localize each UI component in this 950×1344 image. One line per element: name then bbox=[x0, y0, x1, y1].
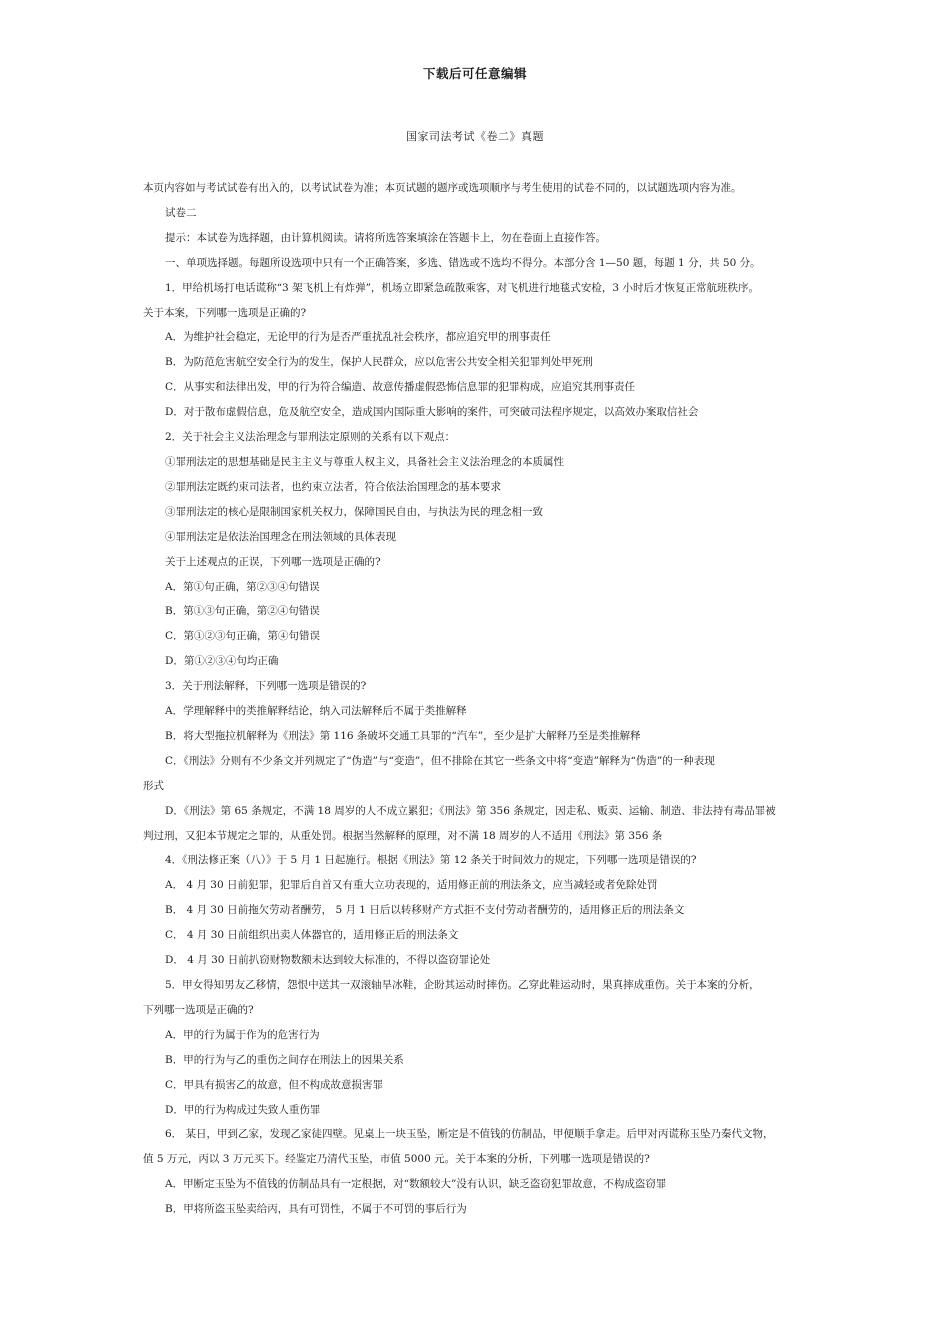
text-line: 关于本案，下列哪一选项是正确的? bbox=[143, 306, 307, 319]
text-line: B．为防范危害航空安全行为的发生，保护人民群众，应以危害公共安全相关犯罪判处甲死刑 bbox=[165, 356, 593, 369]
text-line: 1．甲给机场打电话谎称“3 架飞机上有炸弹”，机场立即紧急疏散乘客，对飞机进行地毯式安检，3 小时后才恢复正常航班秩序。 bbox=[165, 281, 759, 294]
text-line: ④罪刑法定是依法治国理念在刑法领域的具体表现 bbox=[165, 530, 396, 543]
text-line: B．将大型拖拉机解释为《刑法》第 116 条破坏交通工具罪的“汽车”，至少是扩大解释乃至是类推解释 bbox=[165, 729, 641, 742]
text-line: B．甲的行为与乙的重伤之间存在刑法上的因果关系 bbox=[165, 1053, 404, 1066]
text-line: B．甲将所盗玉坠卖给丙，具有可罚性，不属于不可罚的事后行为 bbox=[165, 1203, 467, 1216]
text-line: D．第①②③④句均正确 bbox=[165, 655, 279, 668]
text-line: C．第①②③句正确，第④句错误 bbox=[165, 630, 321, 643]
text-line: 关于上述观点的正误，下列哪一选项是正确的? bbox=[165, 555, 381, 568]
text-line: B． 4 月 30 日前拖欠劳动者酬劳， 5 月 1 日后以转移财产方式拒不支付劳动者酬劳的，适用修正后的刑法条文 bbox=[165, 904, 685, 917]
text-line: 本页内容如与考试试卷有出入的，以考试试卷为准；本页试题的题序或选项顺序与考生使用的试卷不同的，以试题选项内容为准。 bbox=[143, 182, 742, 194]
text-line: 2．关于社会主义法治理念与罪刑法定原则的关系有以下观点： bbox=[165, 431, 456, 444]
text-line: A．为维护社会稳定，无论甲的行为是否严重扰乱社会秩序，都应追究甲的刑事责任 bbox=[165, 331, 551, 344]
text-line: 形式 bbox=[143, 779, 164, 792]
document-title: 国家司法考试《卷二》真题 bbox=[406, 130, 544, 143]
text-line: B．第①③句正确，第②④句错误 bbox=[165, 605, 320, 618]
text-line: 下列哪一选项是正确的? bbox=[143, 1003, 254, 1016]
text-line: ②罪刑法定既约束司法者，也约束立法者，符合依法治国理念的基本要求 bbox=[165, 480, 501, 493]
text-line: D．甲的行为构成过失致人重伤罪 bbox=[165, 1103, 321, 1116]
text-line: C．《刑法》分则有不少条文并列规定了“伪造”与“变造”，但不排除在其它一些条文中将“变造”解释为“伪造”的一种表现 bbox=[165, 754, 715, 767]
text-line: ①罪刑法定的思想基础是民主主义与尊重人权主义，具备社会主义法治理念的本质属性 bbox=[165, 455, 564, 468]
text-line: D．《刑法》第 65 条规定，不满 18 周岁的人不成立累犯；《刑法》第 356 条规定，因走私、贩卖、运输、制造、非法持有毒品罪被 bbox=[165, 804, 776, 817]
text-line: A．学理解释中的类推解释结论，纳入司法解释后不属于类推解释 bbox=[165, 705, 467, 718]
text-line: 提示：本试卷为选择题，由计算机阅读。请将所选答案填涂在答题卡上，勿在卷面上直接作答。 bbox=[165, 231, 606, 244]
text-line: ③罪刑法定的核心是限制国家机关权力，保障国民自由，与执法为民的理念相一致 bbox=[165, 505, 543, 518]
document-body bbox=[143, 176, 811, 1222]
text-line: 3．关于刑法解释，下列哪一选项是错误的? bbox=[165, 680, 367, 693]
text-line: 值 5 万元，丙以 3 万元买下。经鉴定乃清代玉坠，市值 5000 元。关于本案的分析，下列哪一选项是错误的? bbox=[143, 1153, 650, 1166]
text-line: C．甲具有损害乙的故意，但不构成故意损害罪 bbox=[165, 1078, 384, 1091]
header-note: 下载后可任意编辑 bbox=[422, 66, 527, 81]
text-line: C．从事实和法律出发，甲的行为符合编造、故意传播虚假恐怖信息罪的犯罪构成，应追究其刑事责任 bbox=[165, 381, 636, 394]
text-line: 5．甲女得知男友乙移情，怨恨中送其一双滚轴旱冰鞋，企盼其运动时摔伤。乙穿此鞋运动时，果真摔成重伤。关于本案的分析， bbox=[165, 979, 760, 991]
text-line: A．第①句正确，第②③④句错误 bbox=[165, 580, 320, 593]
text-line: C． 4 月 30 日前组织出卖人体器官的，适用修正后的刑法条文 bbox=[165, 929, 459, 942]
text-line: 试卷二 bbox=[165, 206, 197, 219]
text-line: D． 4 月 30 日前扒窃财物数额未达到较大标准的，不得以盗窃罪论处 bbox=[165, 954, 491, 967]
text-line: A． 4 月 30 日前犯罪，犯罪后自首又有重大立功表现的，适用修正前的刑法条文，应当减轻或者免除处罚 bbox=[165, 879, 658, 892]
text-line: 6． 某日，甲到乙家，发现乙家徒四壁。见桌上一块玉坠，断定是不值钱的仿制品，甲便顺手拿走。后甲对丙谎称玉坠乃秦代文物， bbox=[165, 1128, 774, 1141]
text-line: D．对于散布虚假信息，危及航空安全，造成国内国际重大影响的案件，可突破司法程序规定，以高效办案取信社会 bbox=[165, 406, 699, 419]
text-line: A．甲的行为属于作为的危害行为 bbox=[165, 1028, 320, 1041]
text-line: 4．《刑法修正案（八）》于 5 月 1 日起施行。根据《刑法》第 12 条关于时间效力的规定，下列哪一选项是错误的? bbox=[165, 854, 697, 867]
text-line: 判过刑，又犯本节规定之罪的，从重处罚。根据当然解释的原理，对不满 18 周岁的人不适用《刑法》第 356 条 bbox=[143, 829, 663, 842]
text-line: A．甲断定玉坠为不值钱的仿制品具有一定根据，对“数额较大”没有认识，缺乏盗窃犯罪故意，不构成盗窃罪 bbox=[165, 1178, 667, 1191]
text-line: 一、单项选择题。每题所设选项中只有一个正确答案，多选、错选或不选均不得分。本部分含 1—50 题，每题 1 分，共 50 分。 bbox=[165, 256, 761, 269]
